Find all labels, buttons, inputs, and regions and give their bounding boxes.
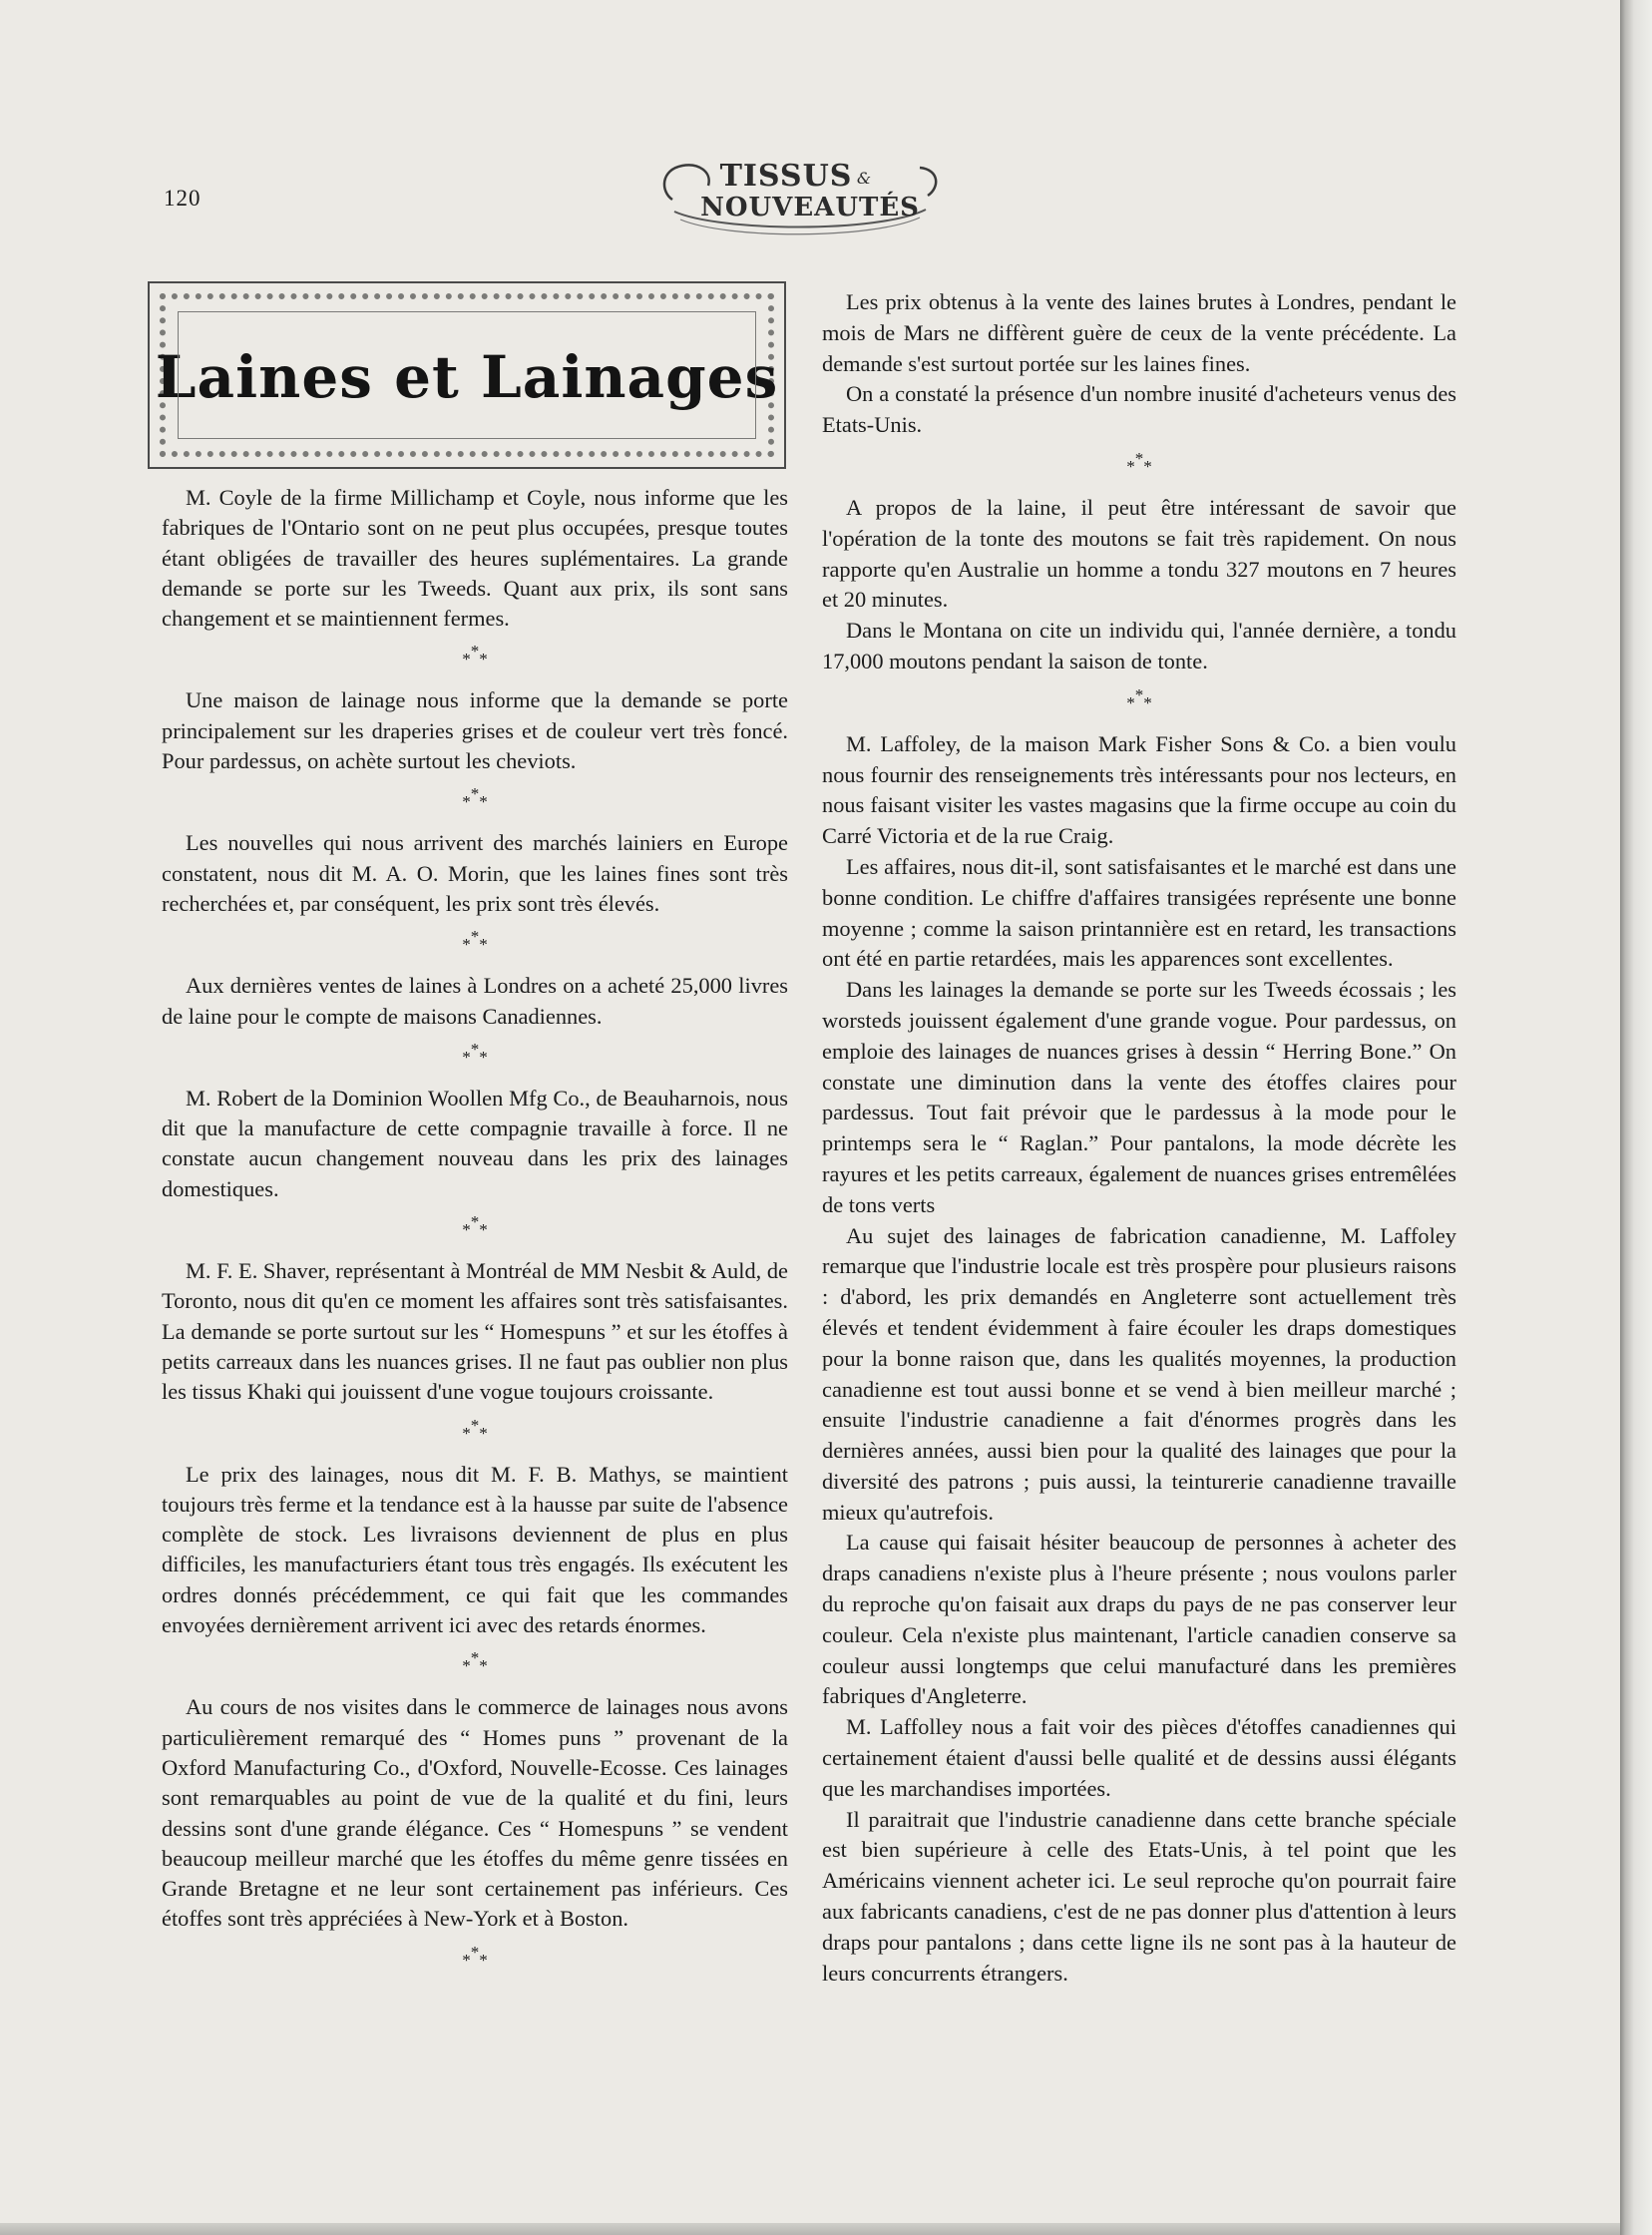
masthead-ampersand: & (856, 169, 872, 188)
paragraph: M. Laffoley, de la maison Mark Fisher Sons & Co. a bien voulu nous fournir des renseignements très intéressants pour nos lecteurs, en nous faisant visiter les vastes magasins que la firme occupe au coin du Carré Victoria et de la rue Craig. (822, 730, 1456, 849)
right-column (822, 287, 1456, 1989)
page-bottom-edge (0, 2223, 1620, 2235)
paragraph: Les prix obtenus à la vente des laines brutes à Londres, pendant le mois de Mars ne diffèrent guère de ceux de la vente précédente. La demande s'est surtout portée sur les laines fines. (822, 289, 1456, 376)
paragraph: Les nouvelles qui nous arrivent des marchés lainiers en Europe constatent, nous dit M. A. O. Morin, que les laines fines sont très recherchées et, par conséquent, les prix sont très élevés. (162, 830, 788, 916)
paragraph: M. Laffolley nous a fait voir des pièces d'étoffes canadiennes qui certainement étaient d'aussi belle qualité et de dessins aussi élégants que les marchandises importées. (822, 1714, 1456, 1801)
paragraph: M. Coyle de la firme Millichamp et Coyle, nous informe que les fabriques de l'Ontario sont on ne peut plus occupées, presque toutes étant obligées de travailler des heures suplémentaires. La grande demande se porte sur les Tweeds. Quant aux prix, ils sont sans changement et se maintiennent fermes. (162, 485, 788, 632)
paragraph: Aux dernières ventes de laines à Londres on a acheté 25,000 livres de laine pour le compte de maisons Canadiennes. (162, 973, 788, 1029)
star-separator: *** (1126, 684, 1152, 712)
left-column (162, 483, 788, 1987)
paragraph: Au cours de nos visites dans le commerce de lainages nous avons particulièrement remarqué des “ Homes puns ” provenant de la Oxford Manufacturing Co., d'Oxford, Nouvelle-Ecosse. Ces lainages sont remarquables au point de vue de la qualité et du fini, leurs dessins sont d'une grande élégance. Ces “ Homespuns ” se vendent beaucoup meilleur marché que les étoffes du même genre tissées en Grande Bretagne et ne leur sont certainement pas inférieurs. Ces étoffes sont très appréciées à New-York et à Boston. (162, 1694, 788, 1932)
star-separator: *** (462, 1212, 488, 1240)
masthead-logo (658, 150, 942, 245)
paragraph: Il paraitrait que l'industrie canadienne dans cette branche spéciale est bien supérieure à celle des Etats-Unis, à tel point que les Américains viennent acheter ici. Le seul reproche qu'on pourrait faire aux fabricants canadiens, c'est de ne pas donner plus d'attention à leurs draps pour pantalons ; dans cette ligne ils ne sont pas à la hauteur de leurs concurrents étrangers. (822, 1806, 1456, 1986)
paragraph: Dans les lainages la demande se porte sur les Tweeds écossais ; les worsteds jouissent également d'une grande vogue. Pour pardessus, on emploie des lainages de nuances grises à dessin “ Herring Bone.” On constate une diminution dans la vente des étoffes claires pour pardessus. Tout fait prévoir que le pardessus à la mode pour le printemps sera le “ Raglan.” Pour pantalons, la mode décrète les rayures et les petits carreaux, également de nuances grises entremêlées de tons verts (822, 977, 1456, 1217)
page-edge-shadow (1620, 0, 1652, 2235)
paragraph: Dans le Montana on cite un individu qui, l'année dernière, a tondu 17,000 moutons pendant la saison de tonte. (822, 618, 1456, 673)
paragraph: Le prix des lainages, nous dit M. F. B. Mathys, se maintient toujours très ferme et la tendance est à la hausse par suite de l'absence complète de stock. Les livraisons deviennent de plus en plus difficiles, les manufacturiers étant tous très engagés. Ils exécutent les ordres donnés précédemment, ce qui fait que les commandes envoyées dernièrement arrivent ici avec des retards énormes. (162, 1461, 788, 1638)
star-separator: *** (462, 1648, 488, 1676)
star-separator: *** (462, 642, 488, 670)
title-frame (148, 281, 786, 469)
paragraph: A propos de la laine, il peut être intéressant de savoir que l'opération de la tonte des moutons se fait très rapidement. On nous rapporte qu'en Australie un homme a tondu 327 moutons en 7 heures et 20 minutes. (822, 494, 1456, 613)
paragraph: On a constaté la présence d'un nombre inusité d'acheteurs venus des Etats-Unis. (822, 381, 1456, 438)
star-separator: *** (1126, 448, 1152, 476)
paragraph: La cause qui faisait hésiter beaucoup de personnes à acheter des draps canadiens n'existe plus à l'heure présente ; nous voulons parler du reproche qu'on faisait aux draps du pays de ne pas conserver leur couleur. Cela n'existe plus maintenant, l'article canadien conserve sa couleur aussi longtemps que celui manufacturé dans les premières fabriques d'Angleterre. (822, 1530, 1456, 1709)
paragraph: Au sujet des lainages de fabrication canadienne, M. Laffoley remarque que l'industrie locale est très prospère pour plusieurs raisons : d'abord, les prix demandés en Angleterre sont actuellement très élevés et tendent évidemment à faire écouler les draps domestiques pour la bonne raison que, dans les qualités moyennes, la production canadienne est tout aussi bonne et se vend à bien meilleur marché ; ensuite l'industrie canadienne a fait d'énormes progrès dans les dernières années, aussi bien pour la qualité des lainages que pour la diversité des patrons ; puis aussi, la teinturerie canadienne travaille mieux qu'autrefois. (822, 1222, 1456, 1525)
star-separator: *** (462, 1942, 488, 1970)
star-separator: *** (462, 927, 488, 955)
paragraph: M. F. E. Shaver, représentant à Montréal de MM Nesbit & Auld, de Toronto, nous dit qu'en ce moment les affaires sont très satisfaisantes. La demande se porte surtout sur les “ Homespuns ” et sur les étoffes à petits carreaux dans les nuances grises. Il ne faut pas oublier non plus les tissus Khaki qui jouissent d'une vogue toujours croissante. (162, 1258, 788, 1405)
page-number: 120 (164, 186, 202, 211)
paragraph: Une maison de lainage nous informe que la demande se porte principalement sur les draperies grises et de couleur vert très foncé. Pour pardessus, on achète surtout les cheviots. (162, 687, 788, 774)
paragraph: Les affaires, nous dit-il, sont satisfaisantes et le marché est dans une bonne condition. Le chiffre d'affaires transigées représente une bonne moyenne ; comme la saison printannière est en retard, les transactions ont été en partie retardées, mais les apparences sont excellentes. (822, 853, 1456, 972)
masthead-word-nouveautes: NOUVEAUTÉS (700, 193, 920, 223)
paragraph: M. Robert de la Dominion Woollen Mfg Co., de Beauharnois, nous dit que la manufacture de cette compagnie travaille à force. Il ne constate aucun changement nouveau dans les prix des lainages domestiques. (162, 1085, 788, 1201)
star-separator: *** (462, 1415, 488, 1443)
article-title: Laines et Lainages (155, 343, 779, 411)
star-separator: *** (462, 1039, 488, 1067)
masthead-word-tissus: TISSUS (719, 159, 853, 194)
star-separator: *** (462, 784, 488, 812)
